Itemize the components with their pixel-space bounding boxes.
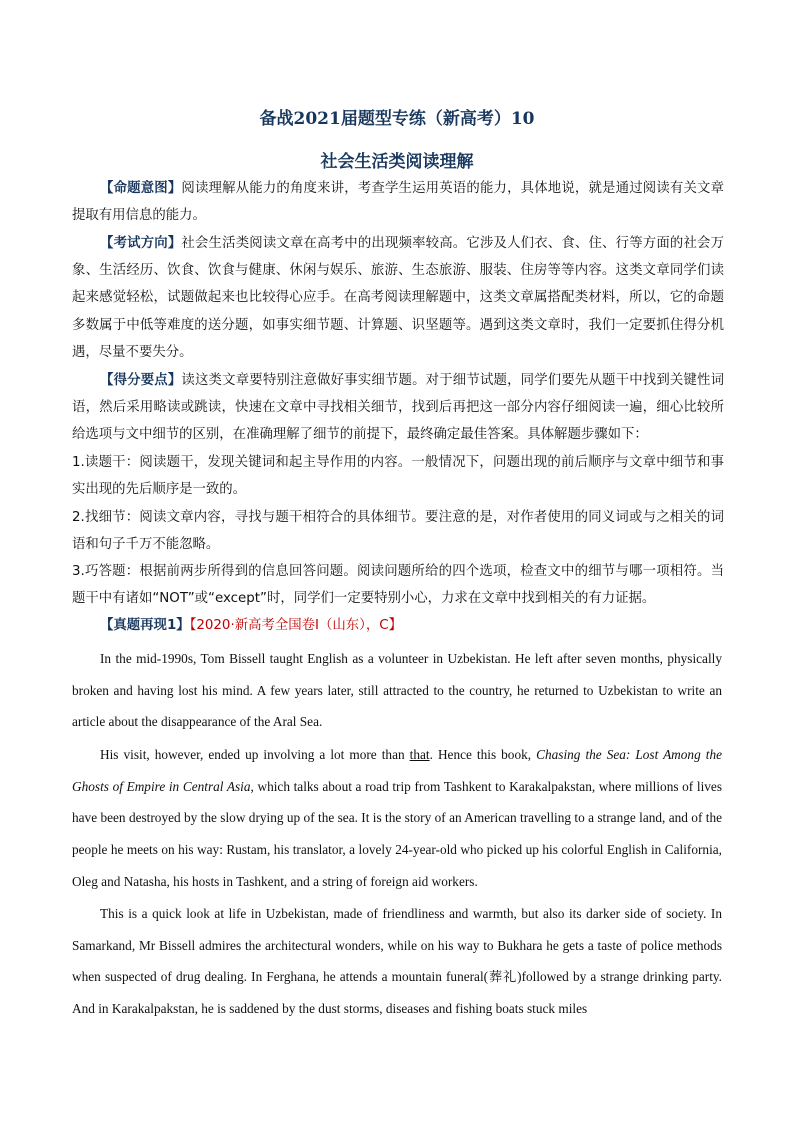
passage-paragraph-3: This is a quick look at life in Uzbekistan, made of friendliness and warmth, but also its darker side of society. In Samarkand, Mr Bissell admires the architectural wonders, while on his way to Bukhara he gets a taste of police methods when suspected of drug dealing. In Ferghana, he attends a mountain funeral(葬礼)followed by a strange drinking party. And in Karakalpakstan, he is saddened by the dust storms, diseases and fishing boats stuck miles — [72, 906, 722, 1017]
step-1: 1.读题干：阅读题干，发现关键词和起主导作用的内容。一般情况下，问题出现的前后顺序与文章中细节和事实出现的先后顺序是一致的。 — [72, 455, 724, 498]
p2-underlined-word: that — [409, 747, 430, 762]
step-3: 3.巧答题：根据前两步所得到的信息回答问题。阅读问题所给的四个选项，检查文中的细节与哪一项相符。当题干中有诸如“NOT”或“except”时，同学们一定要特别小心，力求在文章中找到相关的有力证据。 — [72, 564, 724, 607]
document-subtitle: 社会生活类阅读理解 — [320, 152, 474, 172]
section-points — [72, 367, 724, 449]
real-exam-source: 【2020·新高考全国卷I（山东），C】 — [189, 618, 402, 633]
p2-book-title: Chasing the Sea: Lost Among the Ghosts of Empire in Central Asia — [72, 747, 722, 794]
direction-label: 【考试方向】 — [100, 236, 182, 251]
passage-paragraph-2 — [72, 739, 722, 898]
p2-text-b: . Hence this book, — [429, 747, 537, 762]
document-title: 备战2021届题型专练（新高考）10 — [259, 109, 535, 129]
p2-text-c: , which talks about a road trip from Tashkent to Karakalpakstan, where millions of lives have been destroyed by the slow drying up of the sea. It is the story of an American travelling to a strange land, and of the people he meets on his way: Rustam, his translator, a lovely 24-year-old who picked up his colorful English in California, Oleg and Natasha, his hosts in Tashkent, and a string of foreign aid workers. — [72, 778, 722, 889]
step-2: 2.找细节：阅读文章内容，寻找与题干相符合的具体细节。要注意的是，对作者使用的同义词或与之相关的词语和句子千万不能忽略。 — [72, 510, 724, 553]
direction-text: 社会生活类阅读文章在高考中的出现频率较高。它涉及人们衣、食、住、行等方面的社会万象、生活经历、饮食、饮食与健康、休闲与娱乐、旅游、生态旅游、服装、住房等等内容。这类文章同学们读起来感觉轻松，试题做起来也比较得心应手。在高考阅读理解题中，这类文章属搭配类材料，所以，它的命题多数属于中低等难度的送分题，如事实细节题、计算题、识坚题等。遇到这类文章时，我们一定要抓住得分机遇，尽量不要失分。 — [72, 236, 725, 360]
section-real-exam — [72, 612, 724, 639]
p2-text-a: His visit, however, ended up involving a lot more than — [100, 747, 410, 762]
intent-text: 阅读理解从能力的角度来讲，考查学生运用英语的能力，具体地说，就是通过阅读有关文章提取有用信息的能力。 — [72, 181, 725, 224]
section-intent — [72, 175, 724, 229]
passage-paragraph-1: In the mid-1990s, Tom Bissell taught English as a volunteer in Uzbekistan. He left after seven months, physically broken and having lost his mind. A few years later, still attracted to the country, he returned to Uzbekistan to write an article about the disappearance of the Aral Sea. — [72, 651, 722, 730]
real-exam-label: 【真题再现1】 — [100, 618, 190, 633]
intent-label: 【命题意图】 — [100, 181, 182, 196]
section-direction — [72, 230, 724, 366]
points-label: 【得分要点】 — [100, 373, 182, 388]
points-text: 读这类文章要特别注意做好事实细节题。对于细节试题，同学们要先从题干中找到关键性词语，然后采用略读或跳读，快速在文章中寻找相关细节，找到后再把这一部分内容仔细阅读一遍，细心比较所给选项与文中细节的区别，在准确理解了细节的前提下，最终确定最佳答案。具体解题步骤如下： — [72, 373, 725, 443]
